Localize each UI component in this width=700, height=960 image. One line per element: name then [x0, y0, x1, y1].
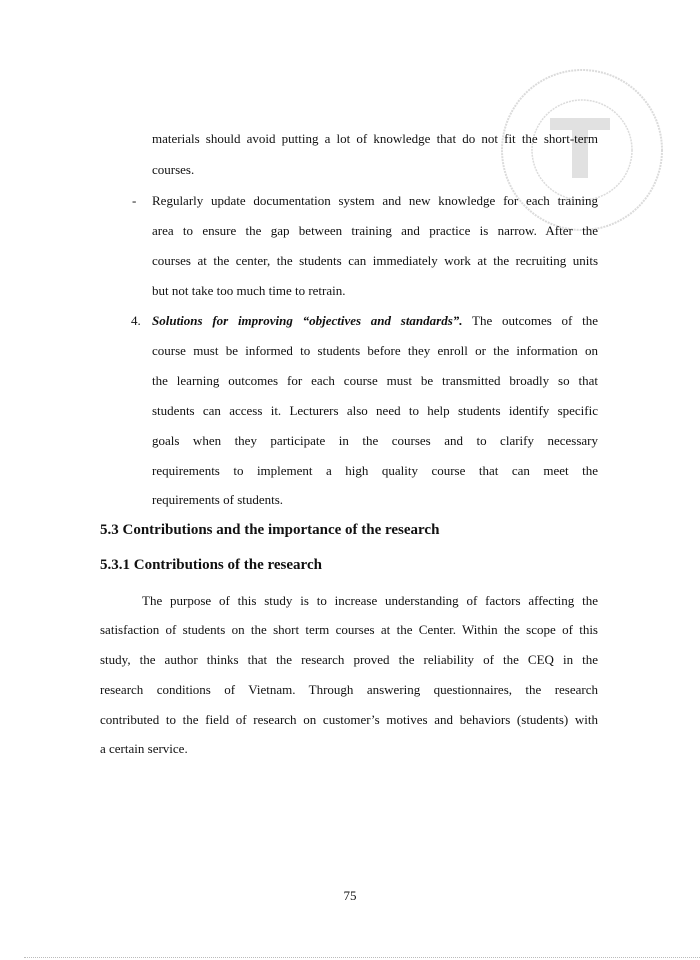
page-number: 75 — [343, 888, 357, 903]
section-heading: 5.3 Contributions and the importance of the research — [100, 522, 440, 538]
bullet-line: but not take too much time to retrain. — [152, 283, 346, 298]
subsection-heading: 5.3.1 Contributions of the research — [100, 557, 322, 573]
bullet-line: Regularly update documentation system and new knowledge for each training — [152, 193, 598, 208]
paragraph-line: satisfaction of students on the short term courses at the Center. Within the scope of this — [100, 622, 598, 637]
item-first-line — [152, 313, 598, 329]
item-text: The outcomes of the — [472, 313, 599, 328]
paragraph-line: study, the author thinks that the research proved the reliability of the CEQ in the — [100, 652, 598, 667]
paragraph-line: contributed to the field of research on customer’s motives and behaviors (students) with — [100, 712, 598, 727]
list-line: materials should avoid putting a lot of knowledge that do not fit the short-term — [152, 131, 598, 146]
bullet-line: area to ensure the gap between training and practice is narrow. After the — [152, 223, 598, 238]
paragraph-line: a certain service. — [100, 741, 188, 756]
item-line: requirements to implement a high quality course that can meet the — [152, 463, 598, 478]
item-line: the learning outcomes for each course must be transmitted broadly so that — [152, 373, 598, 388]
paragraph-line: research conditions of Vietnam. Through answering questionnaires, the research — [100, 682, 598, 697]
item-title: Solutions for improving “objectives and standards”. — [152, 313, 463, 328]
paragraph-line: The purpose of this study is to increase understanding of factors affecting the — [142, 593, 598, 608]
bullet-line: courses at the center, the students can immediately work at the recruiting units — [152, 253, 598, 268]
item-line: goals when they participate in the courses and to clarify necessary — [152, 433, 598, 448]
item-line: requirements of students. — [152, 492, 284, 507]
page-bottom-divider — [24, 957, 700, 958]
bullet-marker: - — [132, 193, 137, 208]
list-line: courses. — [152, 162, 195, 177]
list-number: 4. — [131, 313, 141, 328]
item-line: course must be informed to students before they enroll or the information on — [152, 343, 598, 358]
item-line: students can access it. Lecturers also need to help students identify specific — [152, 403, 598, 418]
